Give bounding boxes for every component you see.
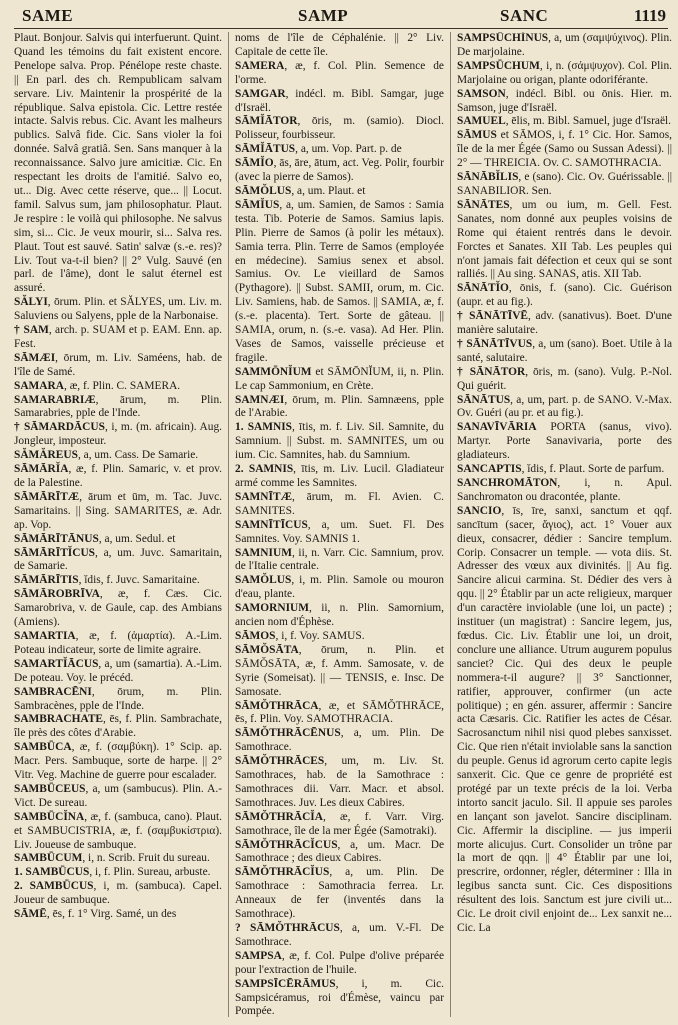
entry-headword: † SĀNĀTOR xyxy=(457,365,526,378)
dictionary-entry xyxy=(235,950,444,978)
dictionary-entry xyxy=(14,686,222,714)
entry-text: , ēs, f. 1° Virg. Samé, un des xyxy=(46,908,177,921)
left-guide-word: SAME xyxy=(22,6,74,25)
dictionary-entry xyxy=(457,199,672,282)
entry-text: , ēs, f. Plin. Sambrachate, île près des côtes d'Arabie. xyxy=(14,713,222,740)
dictionary-entry xyxy=(235,602,444,630)
center-guide-word: SAMP xyxy=(298,6,349,25)
entry-text: , a, um. Vop. Part. p. de xyxy=(295,143,402,156)
entry-headword: SAMPSĪCĒRĀMUS xyxy=(235,977,336,990)
entry-headword: SAMMŌNĬUM xyxy=(235,365,312,378)
dictionary-entry xyxy=(235,199,444,366)
entry-text: , a, um. Samien, de Samos : Samia testa. Tib. Poterie de Samos. Samius lapis. Plin. Pierre de Samos (à polir les métaux). Samia terra. Plin. Terre de Samos (employée en médecine). Samius senex et absol. Samius. Ov. Le vieillard de Samos (Pythagore). || Subst. SAMII, orum, m. Cic. Liv. Samiens, hab. de Samos. || SAMIA, æ, f. (s.-e. placenta). Tert. Sorte de gâteau. || SAMIA, orum, n. (s.-e. vasa). Ad Her. Plin. Vases de Samos, vaisselle précieuse et fragile. xyxy=(235,198,444,364)
entry-text: , ōrum. Plin. et SĂLYES, um. Liv. m. Saluviens ou Salyens, pple de la Narbonaise. xyxy=(14,296,222,323)
entry-text: , ās, āre, ātum, act. Veg. Polir, fourbir (avec la pierre de Samos). xyxy=(235,157,444,184)
entry-text: , ii, n. Plin. Samornium, ancien nom d'Éphèse. xyxy=(235,602,444,629)
entry-text: , ōnis, f. (sano). Cic. Guérison (aupr. et au fig.). xyxy=(457,282,672,309)
entry-text: noms de l'île de Céphalénie. || 2° Liv. Capitale de cette île. xyxy=(235,32,444,58)
entry-text: , a, um. Plin. De Samothrace. xyxy=(235,727,444,754)
dictionary-entry xyxy=(14,32,222,296)
dictionary-entry xyxy=(14,713,222,741)
entry-text: , i, n. (σάμψυχον). Col. Plin. Marjolaine ou origan, plante odoriférante. xyxy=(457,59,672,86)
entry-headword: SĀMŎTHRĀCĒNUS xyxy=(235,727,341,740)
dictionary-entry xyxy=(235,811,444,839)
dictionary-entry xyxy=(457,282,672,310)
dictionary-entry xyxy=(457,505,672,936)
entry-text: , ēlis, m. Bibl. Samuel, juge d'Israël. xyxy=(505,115,672,128)
entry-text: , æ, et SĀMŎTHRĀCE, ēs, f. Plin. Voy. SAMOTHRACIA. xyxy=(235,699,444,726)
entry-text: , arch. p. SUAM et p. EAM. Enn. ap. Fest. xyxy=(14,324,222,350)
dictionary-entry xyxy=(14,866,222,880)
dictionary-entry xyxy=(457,32,672,60)
entry-text: Plaut. Bonjour. Salvis qui interfuerunt. Quint. Quand les témoins du fait existent encore. Penelope salva. Prop. Pénélope reste chaste. || En parl. des ch. Rempublicam salvam servare. Liv. Maintenir la prospérité de la république. Salva epistola. Cic. Lettre restée intacte. Salvis rebus. Cic. Avant les malheurs publics. Salvâ fide. Cic. Sans violer la foi donnée. Salvâ gratiâ. Sen. Sans manquer à la reconnaissance. Salvo jure amicitiæ. Cic. En respectant les droits de l'amitié. Salvo eo, ut... Dig. Avec cette réserve, que... || Locut. famil. Salvus sum, jam philosophatur. Plaut. Je respire : le voilà qui philosophe. Ne salvus sim, si... Cic. Je veux mourir, si... Salva res. Plaut. Tout est sauvé. Satin' salvæ (s.-e. res)? Liv. Tout va-t-il bien? || 2° Vulg. Sauvé (en parl. de l'âme), dont le salut éternel est assuré. xyxy=(14,32,222,295)
entry-headword: SĀMĀRĪTIS xyxy=(14,574,79,587)
entry-headword: SAMNĪTĪCUS xyxy=(235,518,308,531)
entry-headword: SAMARABRIÆ xyxy=(14,393,96,406)
entry-text: , adv. (sanativus). Boet. D'une manière salutaire. xyxy=(457,310,672,337)
entry-headword: SANCAPTIS xyxy=(457,463,522,476)
entry-headword: SAMBŪCUM xyxy=(14,852,83,865)
entry-text: , um, m. Liv. St. Samothraces, hab. de la Samothrace : Samothraces dii. Varr. Macr. et absol. Samothraces. Juv. Les dieux Cabires. xyxy=(235,755,444,809)
entry-headword: SAMBRACĒNI xyxy=(14,685,92,698)
dictionary-entry xyxy=(235,574,444,602)
entry-headword: SAMARA xyxy=(14,379,64,392)
entry-text: , i, n. Scrib. Fruit du sureau. xyxy=(82,852,210,865)
entry-headword: SĀMŎTHRĀCA xyxy=(235,699,319,712)
entry-headword: SĀMĬĀTOR xyxy=(235,115,298,128)
entry-text: , indécl. m. Bibl. Samgar, juge d'Israël. xyxy=(235,87,444,114)
dictionary-entry xyxy=(235,922,444,950)
dictionary-entry xyxy=(235,185,444,199)
entry-text: , ōris, m. (sano). Vulg. P.-Nol. Qui guérit. xyxy=(457,365,672,392)
column-3 xyxy=(450,32,672,1017)
entry-text: , ii, n. Varr. Cic. Samnium, prov. de l'Italie centrale. xyxy=(235,546,444,573)
entry-text: , a, um. Cass. De Samarie. xyxy=(77,449,199,462)
entry-headword: SĀMŎTHRĀCĬUS xyxy=(235,866,330,879)
entry-headword: SĀMĬĀTUS xyxy=(235,143,296,156)
dictionary-entry xyxy=(457,60,672,88)
entry-headword: SANAVĪVĀRIA xyxy=(457,421,537,434)
entry-text: , ōrum, m. Plin. Samnæens, pple de l'Arabie. xyxy=(235,393,444,420)
entry-headword: 1. SAMNIS xyxy=(235,421,292,434)
entry-text: et SĀMŌNĬUM, ii, n. Plin. Le cap Sammonium, en Crète. xyxy=(235,365,444,392)
entry-text: , ītis, m. f. Liv. Sil. Samnite, du Samnium. || Subst. m. SAMNITES, um ou ium. Cic. Samnites, hab. du Samnium. xyxy=(235,421,444,462)
entry-text: , ītis, m. Liv. Lucil. Gladiateur armé comme les Samnites. xyxy=(235,463,444,489)
entry-text: , ārum, m. Plin. Samarabries, pple de l'Inde. xyxy=(14,393,222,420)
dictionary-entry xyxy=(14,658,222,686)
dictionary-entry xyxy=(14,574,222,588)
dictionary-entry xyxy=(14,394,222,422)
entry-headword: SAMGAR xyxy=(235,87,286,100)
entry-text: , ārum, m. Fl. Avien. C. SAMNITES. xyxy=(235,490,444,517)
dictionary-entry xyxy=(457,88,672,116)
dictionary-entry xyxy=(14,908,222,922)
dictionary-entry xyxy=(235,700,444,728)
entry-headword: 2. SAMNIS xyxy=(235,463,294,476)
dictionary-entry xyxy=(235,143,444,157)
entry-text: , æ, f. (ἁμαρτία). A.-Lim. Poteau indicateur, sorte de limite agraire. xyxy=(14,629,222,656)
entry-text: , a, um (sano). Boet. Utile à la santé, salutaire. xyxy=(457,337,672,364)
dictionary-entry xyxy=(457,366,672,394)
dictionary-entry xyxy=(235,644,444,700)
entry-headword: SAMARTIA xyxy=(14,629,76,642)
entry-headword: SĂMĂREUS xyxy=(14,449,78,462)
dictionary-entry xyxy=(235,366,444,394)
dictionary-entry xyxy=(14,741,222,783)
dictionary-entry xyxy=(235,630,444,644)
entry-headword: SĀNĀBĬLIS xyxy=(457,171,519,184)
entry-headword: SĀMĬUS xyxy=(235,198,280,211)
dictionary-entry xyxy=(14,296,222,324)
entry-headword: SĀMŎSĀTA xyxy=(235,643,299,656)
entry-text: , a, um, part. p. de SANO. V.-Max. Ov. Guéri (au pr. et au fig.). xyxy=(457,393,672,420)
entry-headword: SĀMĀROBRĪVA xyxy=(14,588,100,601)
header-rule xyxy=(14,28,668,29)
running-header xyxy=(0,0,678,30)
entry-headword: SAMORNIUM xyxy=(235,602,310,615)
entry-headword: SAMBŪCĬNA xyxy=(14,810,85,823)
dictionary-entry xyxy=(457,310,672,338)
dictionary-entry xyxy=(14,880,222,908)
dictionary-entry xyxy=(235,491,444,519)
dictionary-entry xyxy=(235,421,444,463)
dictionary-entry xyxy=(14,547,222,575)
entry-text: , a, um (σαμψύχινος). Plin. De marjolaine. xyxy=(457,32,672,58)
entry-text: , i, f. Plin. Sureau, arbuste. xyxy=(89,866,211,879)
entry-headword: SAMPSŪCHUM xyxy=(457,59,540,72)
entry-headword: 1. SAMBŪCUS xyxy=(14,866,90,879)
dictionary-entry xyxy=(457,129,672,171)
dictionary-entry xyxy=(235,839,444,867)
entry-text: , æ, f. Plin. C. SAMERA. xyxy=(64,379,181,392)
entry-text: , ōrum, m. Plin. Sambracènes, pple de l'Inde. xyxy=(14,685,222,712)
entry-headword: SĀMÆI xyxy=(14,351,56,364)
dictionary-entry xyxy=(14,449,222,463)
entry-headword: † SAM xyxy=(14,324,49,337)
entry-headword: SĀMŎLUS xyxy=(235,184,292,197)
entry-text: , æ, f. (σαμβύκη). 1° Scip. ap. Macr. Pers. Sambuque, sorte de harpe. || 2° Vitr. Veg. Machine de guerre pour escalader. xyxy=(14,741,222,782)
entry-headword: SĀNĀTUS xyxy=(457,393,511,406)
dictionary-entry xyxy=(235,60,444,88)
entry-text: , i, m. Cic. Sampsicéramus, roi d'Émèse, vaincu par Pompée. xyxy=(235,977,444,1017)
entry-headword: SANCIO xyxy=(457,504,502,517)
dictionary-entry xyxy=(235,519,444,547)
entry-headword: SĀMĒ xyxy=(14,908,47,921)
entry-headword: SAMBŪCEUS xyxy=(14,782,86,795)
entry-text: , ōrum, m. Liv. Saméens, hab. de l'île de Samé. xyxy=(14,351,222,378)
dictionary-entry xyxy=(457,338,672,366)
dictionary-entry xyxy=(235,755,444,811)
entry-text: , a, um (sambucus). Plin. A.-Vict. De sureau. xyxy=(14,782,222,809)
entry-headword: SĀMĀRĬA xyxy=(14,463,69,476)
dictionary-entry xyxy=(235,115,444,143)
entry-text: , a, um. V.-Fl. De Samothrace. xyxy=(235,922,444,948)
dictionary-entry xyxy=(235,32,444,60)
entry-headword: SĀMŎTHRĀCĬCUS xyxy=(235,838,338,851)
entry-text: , æ, f. Varr. Virg. Samothrace, île de la mer Égée (Samotraki). xyxy=(235,810,444,837)
entry-text: , indécl. Bibl. ou ōnis. Hier. m. Samson, juge d'Israël. xyxy=(457,87,672,114)
entry-text: , um ou ium, m. Gell. Fest. Sanates, nom donné aux peuples voisins de Rome qui étaient rentrés dans le devoir. Forctes et Sanates. XII Tab. Les peuples qui n'ont jamais fait défection et ceux qui se sont ralliés. || Au sing. SANAS, atis. XII Tab. xyxy=(457,198,672,281)
dictionary-entry xyxy=(457,463,672,477)
dictionary-entry xyxy=(14,352,222,380)
entry-text: , i, m. Plin. Samole ou mouron d'eau, plante. xyxy=(235,574,444,601)
entry-text: , ārum et ūm, m. Tac. Juvc. Samaritains. || Sing. SAMARITES, æ. Adr. ap. Vop. xyxy=(14,490,222,531)
entry-text: et SĀMOS, i, f. 1° Cic. Hor. Samos, île de la mer Égée (Samo ou Sussan Adessi). || 2° — THREICIA. Ov. C. SAMOTHRACIA. xyxy=(457,129,672,170)
dictionary-entry xyxy=(14,421,222,449)
entry-headword: SĀMĀRĪTĬCUS xyxy=(14,546,96,559)
entry-headword: SAMPSA xyxy=(235,949,282,962)
entry-text: , ōrum, n. Plin. et SĀMŎSĀTA, æ, f. Amm. Samosate, v. de Syrie (Someisat). || — TENSIS, e. Insc. De Samosate. xyxy=(235,643,444,698)
dictionary-entry xyxy=(14,852,222,866)
dictionary-entry xyxy=(235,463,444,491)
dictionary-entry xyxy=(14,533,222,547)
dictionary-entry xyxy=(14,324,222,352)
entry-text: , e (sano). Cic. Ov. Guérissable. || SANABILIOR. Sen. xyxy=(457,171,672,197)
column-2 xyxy=(228,32,450,1017)
entry-text: , i, f. Voy. SAMUS. xyxy=(275,629,365,642)
dictionary-entry xyxy=(235,727,444,755)
entry-headword: SAMNÆI xyxy=(235,393,285,406)
entry-text: , æ, f. Cæs. Cic. Samarobriva, v. de Gaule, cap. des Ambians (Amiens). xyxy=(14,588,222,629)
entry-text: , a, um. Juvc. Samaritain, de Samarie. xyxy=(14,546,222,573)
entry-text: , a, um. Plaut. et xyxy=(291,184,366,197)
entry-text: , ĭdis, f. Juvc. Samaritaine. xyxy=(78,574,200,587)
entry-headword: SAMŎLUS xyxy=(235,574,292,587)
page-number: 1119 xyxy=(633,6,666,25)
entry-headword: SĀMŎTHRĀCĬA xyxy=(235,810,323,823)
dictionary-entry xyxy=(14,588,222,630)
entry-headword: SAMERA xyxy=(235,59,285,72)
entry-headword: SAMNIUM xyxy=(235,546,292,559)
dictionary-entry xyxy=(235,978,444,1017)
entry-headword: SAMBRACHATE xyxy=(14,713,104,726)
entry-text: , īs, īre, sanxi, sanctum et qqf. sancītum (sacer, ἅγιος), act. 1° Vouer aux dieux, consacrer, dédier : Sancire templum. Corip. Consacrer un temple. — vota diis. St. Adresser des vœux aux divinités. || Au fig. Sancire alicui carmina. St. Dédier des vers à qqu. || 2° Établir par un acte religieux, marquer d'un caractère inviolable (une loi, un pacte) ; instituer (un magistrat) : Sancire legem, jus, fœdus. Cic. Liv. Établir une loi, un droit, conclure une alliance. Utrum augurem populus sanciet? Cic. Qui des deux le peuple nommera-t-il augure? || 3° Sanctionner, ratifier, approuver, confirmer (un acte politique) ; en gén. assurer, affermir : Sancire acta Cæsaris. Cic. Ratifier les actes de César. Sacrosanctum nihil nisi quod plebes sanxisset. Cic. Que rien n'était inviolable sans la sanction du peuple. Genus id agrorum certo capite legis sanxerit. Cic. Que ce genre de propriété est protégé par un texte précis de la loi. Verba intorto sancit jaculo. Sil. Il appuie ses paroles en lançant son javelot. Sancire disciplinam. Cic. Affermir la discipline. — jus imperii morte alicujus. Curt. Consolider un trône par la mort de qqn. || 4° Établir par une loi, prescrire, ordonner, régler, déterminer : Illa in legibus sancta sunt. Cic. Ces dispositions résultent des lois. Sanctum est jure civili ut... Cic. Le droit civil enjoint de... Lex sanxit ne... Cic. La xyxy=(457,504,672,934)
entry-text: , a, um. Plin. De Samothrace : Samothracia ferrea. Lr. Anneaux de fer (inventés dans la Samothrace). xyxy=(235,866,444,921)
entry-text: , a, um. Sedul. et xyxy=(98,532,176,545)
dictionary-entry xyxy=(457,171,672,199)
entry-text: , æ, f. Col. Plin. Semence de l'orme. xyxy=(235,59,444,86)
entry-text: PORTA (sanus, vivo). Martyr. Porte Sanavivaria, porte des gladiateurs. xyxy=(457,421,672,462)
dictionary-entry xyxy=(14,783,222,811)
entry-text: , a, um. Macr. De Samothrace ; des dieux Cabires. xyxy=(235,838,444,865)
dictionary-entry xyxy=(235,157,444,185)
dictionary-entry xyxy=(14,491,222,533)
entry-headword: SAMSON xyxy=(457,87,506,100)
entry-headword: SĀNĀTES xyxy=(457,198,510,211)
dictionary-entry xyxy=(14,811,222,853)
entry-headword: ? SĀMŎTHRĀCUS xyxy=(235,922,340,934)
entry-headword: SANCHROMĀTON xyxy=(457,477,558,489)
dictionary-entry xyxy=(14,380,222,394)
entry-headword: SAMNĪTÆ xyxy=(235,490,292,503)
entry-text: , æ, f. (sambuca, cano). Plaut. et SAMBUCISTRIA, æ, f. (σαμβυκίστρια). Liv. Joueuse de sambuque. xyxy=(14,810,222,851)
entry-headword: SĂLYI xyxy=(14,296,48,309)
entry-text: , i, m. (sambuca). Capel. Joueur de sambuque. xyxy=(14,880,222,907)
entry-headword: † SĀNĀTĪVUS xyxy=(457,337,533,350)
entry-text: , i, m. (m. africain). Aug. Jongleur, imposteur. xyxy=(14,421,223,448)
dictionary-entry xyxy=(457,115,672,129)
entry-headword: † SĀMARDĀCUS xyxy=(14,421,105,434)
dictionary-entry xyxy=(457,394,672,422)
entry-headword: SĀMUS xyxy=(457,129,497,142)
entry-text: , a, um (samartia). A.-Lim. De poteau. Voy. le précéd. xyxy=(14,657,222,684)
entry-headword: SAMBŪCA xyxy=(14,741,72,754)
entry-text: , æ, f. Plin. Samaric, v. et prov. de la Palestine. xyxy=(14,463,222,489)
dictionary-entry xyxy=(457,421,672,463)
right-guide-word: SANC xyxy=(500,6,549,25)
entry-headword: SĀMŎTHRĀCES xyxy=(235,755,325,768)
entry-headword: † SĀNĀTĪVĒ xyxy=(457,310,529,323)
entry-headword: 2. SAMBŪCUS xyxy=(14,880,94,893)
column-1 xyxy=(14,32,228,1017)
entry-headword: SAMUEL xyxy=(457,115,506,128)
entry-headword: SĀMĀRĪTĀNUS xyxy=(14,532,99,545)
entry-text: , i, n. Apul. Sanchromaton ou dracontée, plante. xyxy=(457,477,672,503)
entry-headword: SAMARTĬĀCUS xyxy=(14,657,99,670)
entry-text: , ōris, m. (samio). Diocl. Polisseur, fourbisseur. xyxy=(235,115,444,142)
dictionary-entry xyxy=(14,463,222,491)
dictionary-entry xyxy=(235,394,444,422)
dictionary-entry xyxy=(235,866,444,922)
entry-text: , a, um. Suet. Fl. Des Samnites. Voy. SAMNIS 1. xyxy=(235,518,444,545)
dictionary-entry xyxy=(235,547,444,575)
entry-text: , ĭdis, f. Plaut. Sorte de parfum. xyxy=(521,463,665,476)
entry-headword: SAMPSŪCHĬNUS xyxy=(457,32,549,44)
dictionary-entry xyxy=(235,88,444,116)
dictionary-entry xyxy=(457,477,672,505)
entry-headword: SĀMĀRĪTÆ xyxy=(14,490,80,503)
entry-text: , æ, f. Col. Pulpe d'olive préparée pour l'extraction de l'huile. xyxy=(235,949,444,976)
dictionary-entry xyxy=(14,630,222,658)
text-columns xyxy=(14,32,672,1017)
entry-headword: SĀNĀTĬO xyxy=(457,282,509,295)
entry-headword: SĀMOS xyxy=(235,629,276,642)
entry-headword: SĀMĬO xyxy=(235,157,274,170)
